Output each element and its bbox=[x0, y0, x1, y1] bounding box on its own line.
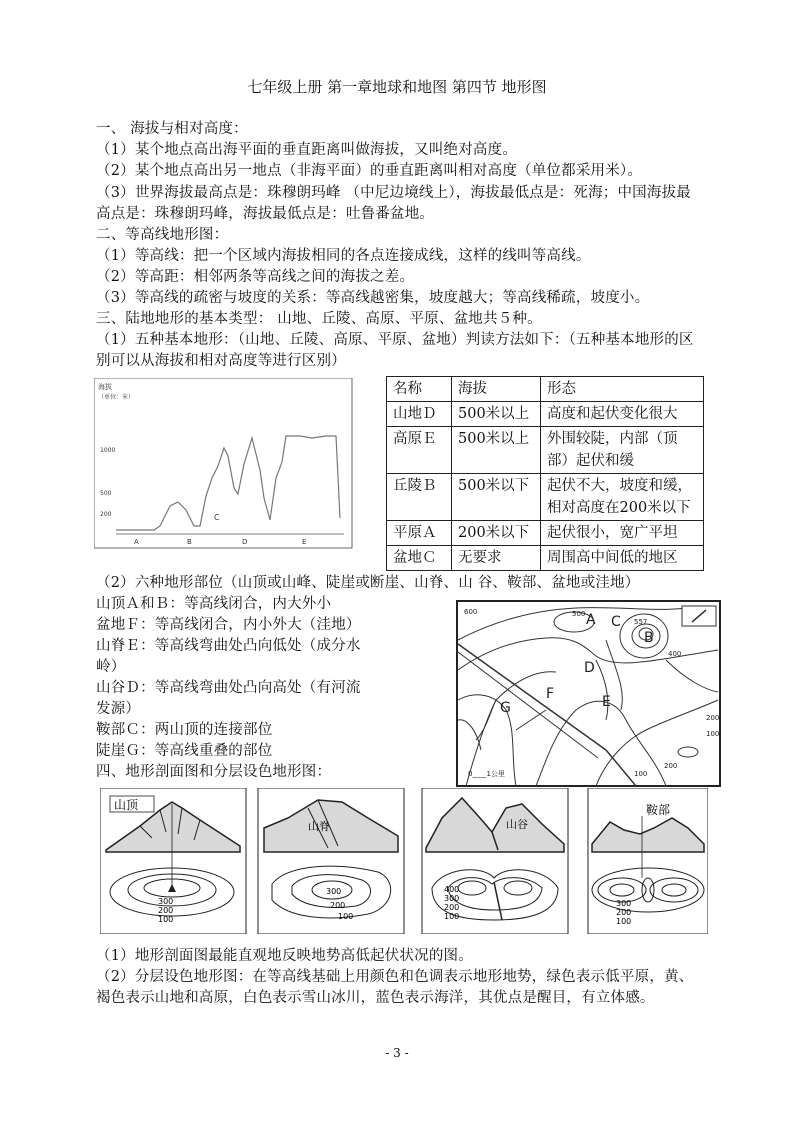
landform-part-item: 发源） bbox=[96, 701, 141, 717]
terrain-profile-chart bbox=[94, 378, 354, 550]
table-header: 名称 bbox=[387, 377, 452, 402]
section3-heading: 三、陆地地形的基本类型： 山地、丘陵、高原、平原、盆地共５种。 bbox=[96, 311, 542, 327]
section4-para2b: 褐色表示山地和高原，白色表示雪山冰川，蓝色表示海洋，其优点是醒目，有立体感。 bbox=[96, 990, 655, 1006]
section2-para3: （3）等高线的疏密与坡度的关系：等高线越密集，坡度越大；等高线稀疏，坡度小。 bbox=[96, 290, 650, 306]
profile-ylabel-1: 海拔 bbox=[98, 383, 112, 391]
table-cell: 起伏很小，宽广平坦 bbox=[541, 521, 704, 546]
profile-xlabel-a: A bbox=[134, 538, 139, 546]
contour-map bbox=[456, 600, 722, 788]
map-value: 200 bbox=[706, 714, 720, 722]
map-label-e: E bbox=[602, 694, 611, 710]
map-value: 200 bbox=[664, 762, 678, 770]
section3-para1a: （1）五种基本地形：（山地、丘陵、高原、平原、盆地）判读方法如下：（五种基本地形的区 bbox=[96, 332, 694, 348]
panel-contour-value: 100 bbox=[158, 915, 174, 924]
section4-para1: （1）地形剖面图最能直观地反映地势高低起伏状况的图。 bbox=[96, 948, 473, 964]
table-cell: 高度和起伏变化很大 bbox=[541, 402, 704, 427]
page-number: - 3 - bbox=[385, 1046, 409, 1060]
section1-heading: 一、 海拔与相对高度： bbox=[96, 121, 248, 137]
table-cell: 200米以下 bbox=[452, 521, 541, 546]
page-title: 七年级上册 第一章地球和地图 第四节 地形图 bbox=[247, 78, 547, 96]
landform-part-item: 山顶Ａ和Ｂ：等高线闭合，内大外小 bbox=[96, 596, 332, 612]
map-label-a: A bbox=[586, 612, 596, 628]
table-cell: 外围较陡，内部（顶部）起伏和缓 bbox=[541, 427, 704, 474]
table-row bbox=[387, 546, 704, 571]
panel-contour-value: 300 bbox=[444, 894, 460, 903]
table-header: 海拔 bbox=[452, 377, 541, 402]
landform-table bbox=[386, 376, 704, 571]
table-cell: 起伏不大，坡度和缓，相对高度在200米以下 bbox=[541, 474, 704, 521]
panel-saddle bbox=[588, 788, 708, 934]
panel-contour-value: 100 bbox=[444, 912, 460, 921]
map-label-f: F bbox=[546, 686, 555, 702]
profile-xlabel-e: E bbox=[302, 538, 307, 546]
section2-para1: （1）等高线：把一个区域内海拔相同的各点连接成线，这样的线叫等高线。 bbox=[96, 248, 591, 264]
landform-part-item: 山脊Ｅ：等高线弯曲处凸向低处（成分水 bbox=[96, 638, 361, 654]
map-value: 400 bbox=[668, 650, 682, 658]
panel-label-summit: 山顶 bbox=[114, 798, 139, 812]
landform-part-item: 鞍部Ｃ：两山顶的连接部位 bbox=[96, 722, 273, 738]
table-cell: 平原Ａ bbox=[387, 521, 452, 546]
panel-contour-value: 100 bbox=[338, 912, 354, 921]
table-row bbox=[387, 474, 704, 521]
map-label-b: B bbox=[644, 630, 654, 646]
map-label-c: C bbox=[611, 614, 621, 630]
profile-label-c: C bbox=[214, 513, 220, 522]
panel-contour-value: 200 bbox=[616, 908, 632, 917]
landform-illustrations bbox=[100, 788, 708, 934]
table-cell: 500米以下 bbox=[452, 474, 541, 521]
map-value: 557 bbox=[634, 618, 648, 626]
table-cell: 无要求 bbox=[452, 546, 541, 571]
landform-part-item: 盆地Ｆ：等高线闭合，内小外大（洼地） bbox=[96, 617, 361, 633]
panel-contour-value: 400 bbox=[444, 885, 460, 894]
landform-part-item: 岭） bbox=[96, 659, 126, 675]
panel-contour-value: 300 bbox=[158, 897, 174, 906]
map-scale: 0____1公里 bbox=[468, 770, 505, 778]
section2-heading: 二、等高线地形图： bbox=[96, 227, 229, 243]
table-cell: 周围高中间低的地区 bbox=[541, 546, 704, 571]
table-cell: 500米以上 bbox=[452, 427, 541, 474]
section4-heading: 四、地形剖面图和分层设色地形图： bbox=[96, 764, 332, 780]
table-header: 形态 bbox=[541, 377, 704, 402]
map-label-g: G bbox=[500, 700, 511, 716]
profile-xlabel-b: B bbox=[187, 538, 192, 546]
panel-label-ridge: 山脊 bbox=[308, 820, 330, 833]
profile-tick-1000: 1000 bbox=[100, 447, 116, 454]
map-value: 100 bbox=[634, 770, 648, 778]
section1-para2: （2）某个地点高出另一地点（非海平面）的垂直距离叫相对高度（单位都采用米）。 bbox=[96, 163, 643, 179]
panel-contour-value: 200 bbox=[444, 903, 460, 912]
profile-tick-500: 500 bbox=[100, 490, 112, 497]
table-cell: 盆地Ｃ bbox=[387, 546, 452, 571]
table-cell: 山地Ｄ bbox=[387, 402, 452, 427]
table-cell: 丘陵Ｂ bbox=[387, 474, 452, 521]
table-row bbox=[387, 521, 704, 546]
table-row bbox=[387, 402, 704, 427]
section1-para3a: （3）世界海拔最高点是：珠穆朗玛峰 （中尼边境线上），海拔最低点是：死海；中国海拔最 bbox=[96, 185, 691, 201]
panel-contour-value: 200 bbox=[158, 906, 174, 915]
section2-para2: （2）等高距：相邻两条等高线之间的海拔之差。 bbox=[96, 269, 415, 285]
panel-label-valley: 山谷 bbox=[506, 818, 528, 831]
map-value: 100 bbox=[706, 730, 720, 738]
panel-label-saddle: 鞍部 bbox=[646, 803, 671, 817]
section4-para2a: （2）分层设色地形图：在等高线基础上用颜色和色调表示地形地势，绿色表示低平原，黄、 bbox=[96, 969, 694, 985]
map-label-d: D bbox=[584, 660, 595, 676]
table-row bbox=[387, 427, 704, 474]
landform-part-item: 山谷Ｄ：等高线弯曲处凸向高处（有河流 bbox=[96, 680, 361, 696]
panel-contour-value: 100 bbox=[616, 917, 632, 926]
landform-part-item: 陡崖Ｇ：等高线重叠的部位 bbox=[96, 743, 273, 759]
profile-tick-200: 200 bbox=[100, 511, 112, 518]
section1-para3b: 高点是：珠穆朗玛峰，海拔最低点是：吐鲁番盆地。 bbox=[96, 206, 435, 222]
panel-contour-value: 300 bbox=[326, 887, 342, 896]
panel-ridge bbox=[258, 788, 404, 934]
landform-parts-heading: （2）六种地形部位（山顶或山峰、陡崖或断崖、山脊、山 谷、鞍部、盆地或洼地） bbox=[96, 575, 640, 591]
profile-ylabel-2: （单位：米） bbox=[98, 394, 135, 401]
section3-para1b: 别可以从海拔和相对高度等进行区别） bbox=[96, 353, 346, 369]
map-value: 600 bbox=[464, 608, 478, 616]
map-value: 500 bbox=[572, 610, 586, 618]
panel-summit bbox=[100, 788, 246, 934]
profile-xlabel-d: D bbox=[242, 538, 248, 546]
panel-valley bbox=[422, 788, 568, 934]
panel-contour-value: 200 bbox=[330, 901, 346, 910]
section1-para1: （1）某个地点高出海平面的垂直距离叫做海拔，又叫绝对高度。 bbox=[96, 142, 518, 158]
table-header-row bbox=[387, 377, 704, 402]
table-cell: 高原Ｅ bbox=[387, 427, 452, 474]
panel-contour-value: 300 bbox=[616, 899, 632, 908]
table-cell: 500米以上 bbox=[452, 402, 541, 427]
